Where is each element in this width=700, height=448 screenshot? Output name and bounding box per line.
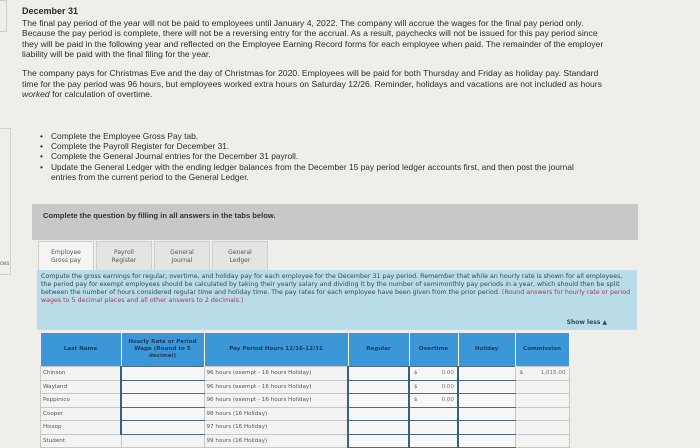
- hours-cell: 96 hours (exempt - 16 hours Holiday): [204, 380, 348, 394]
- last-name-cell: Hissop: [41, 421, 122, 435]
- overtime-input[interactable]: [409, 394, 458, 408]
- commission-value: 1,015.00: [540, 370, 566, 377]
- regular-input[interactable]: [348, 367, 409, 381]
- tab-payroll-register[interactable]: [96, 241, 152, 272]
- commission-cell: [515, 394, 569, 408]
- overtime-value: 0.00: [441, 383, 454, 390]
- gross-pay-table: [40, 333, 570, 448]
- hours-cell: 99 hours (16 Holiday): [204, 434, 348, 448]
- tab-label-line2: Register: [111, 256, 137, 264]
- hours-cell: 96 hours (exempt - 16 hours Holiday): [204, 367, 348, 381]
- task-item: • Complete the Payroll Register for December 31.: [40, 141, 580, 151]
- instruction-bar: [32, 204, 638, 240]
- header-last-name: Last Name: [41, 333, 122, 367]
- commission-cell: [515, 407, 569, 421]
- regular-input[interactable]: [348, 434, 409, 448]
- regular-input[interactable]: [348, 380, 409, 394]
- regular-input[interactable]: [348, 407, 409, 421]
- rail-label[interactable]: ces: [0, 261, 10, 267]
- tab-label-line2: Journal: [171, 256, 193, 264]
- header-rate: Hourly Rate or Period Wage (Round to 5 decimal): [121, 333, 204, 367]
- overtime-input[interactable]: [409, 407, 458, 421]
- header-commission: Commission: [515, 333, 569, 367]
- last-name-cell: Cooper: [41, 407, 122, 421]
- last-name-cell: Peppinico: [41, 394, 122, 408]
- table-row: [41, 434, 570, 448]
- overtime-value: 0.00: [441, 397, 454, 404]
- left-rail: [0, 0, 10, 443]
- table-row: [41, 380, 570, 394]
- intro-paragraph-1: The final pay period of the year will not be paid to employees until January 4, 2022. The company will accrue the wages for the final pay period only. Because the pay period is complete, there will not be a reversing entry for the accrual. As a result, paychecks will not be issued for this pay period since they will be paid in the following year and reflected on the Employee Earning Record forms for each employee when paid. The remainder of the employer liability will be paid with the final filing for the year.: [22, 17, 604, 60]
- overtime-input[interactable]: [409, 367, 458, 381]
- rate-input[interactable]: [121, 394, 204, 408]
- task-list: [40, 131, 580, 182]
- holiday-input[interactable]: [458, 394, 515, 408]
- show-less-link[interactable]: Show less ▲: [566, 318, 607, 326]
- header-regular: Regular: [348, 333, 409, 367]
- regular-input[interactable]: [348, 394, 409, 408]
- rate-input[interactable]: [121, 367, 204, 381]
- commission-cell: [515, 421, 569, 435]
- overtime-input[interactable]: [409, 434, 458, 448]
- rail-panel-top: [0, 0, 7, 32]
- tab-label-line1: General: [228, 249, 252, 256]
- tab-label-line1: General: [170, 249, 194, 256]
- tab-label-line1: Employee: [51, 249, 81, 256]
- hours-cell: 97 hours (16 Holiday): [204, 421, 348, 435]
- problem-intro: [22, 6, 612, 108]
- holiday-input[interactable]: [458, 421, 515, 435]
- rail-panel-middle: [0, 128, 11, 275]
- intro-p2-emphasis: worked: [22, 89, 50, 100]
- regular-input[interactable]: [348, 421, 409, 435]
- commission-cell: [515, 434, 569, 448]
- overtime-input[interactable]: [409, 421, 458, 435]
- rate-input[interactable]: [121, 407, 204, 421]
- tab-label-line2: Gross pay: [51, 256, 81, 264]
- header-overtime: Overtime: [409, 333, 458, 367]
- tab-label-line2: Ledger: [229, 256, 251, 264]
- commission-cell: [515, 380, 569, 394]
- intro-p2-end: for calculation of overtime.: [49, 89, 153, 100]
- hours-cell: 96 hours (exempt - 16 hours Holiday): [204, 394, 348, 408]
- intro-p2-start: The company pays for Christmas Eve and the day of Christmas for 2020. Employees will be paid for both Thursday and Friday as holiday pay. Standard time for the pay period was 96 hours, but employees worked extra hours on Saturday 12/26. Reminder, holidays and vacations are not included as hours: [22, 67, 602, 89]
- instructions-box: [37, 270, 637, 330]
- task-item: • Complete the Employee Gross Pay tab.: [40, 131, 580, 141]
- task-item: • Complete the General Journal entries for the December 31 payroll.: [40, 151, 580, 161]
- tab-bar: [38, 241, 268, 272]
- rate-input[interactable]: [121, 380, 204, 394]
- currency-symbol: $: [414, 370, 418, 377]
- overtime-input[interactable]: [409, 380, 458, 394]
- instruction-text: Complete the question by filling in all answers in the tabs below.: [43, 211, 276, 220]
- last-name-cell: Chinson: [41, 367, 122, 381]
- commission-cell: [515, 367, 569, 381]
- last-name-cell: Wayland: [41, 380, 122, 394]
- holiday-input[interactable]: [458, 434, 515, 448]
- tab-general-ledger[interactable]: [212, 241, 268, 272]
- tab-general-journal[interactable]: [154, 241, 210, 272]
- task-item: • Update the General Ledger with the ending ledger balances from the December 15 pay period ledger accounts first, and then post the journal entries from the current period to the General Ledger.: [40, 162, 580, 182]
- holiday-input[interactable]: [458, 407, 515, 421]
- currency-symbol: $: [519, 370, 524, 377]
- last-name-cell: Student: [41, 434, 122, 448]
- header-holiday: Holiday: [458, 333, 515, 367]
- rate-cell: [121, 434, 204, 448]
- hours-cell: 98 hours (16 Holiday): [204, 407, 348, 421]
- rate-input[interactable]: [121, 421, 204, 435]
- currency-symbol: $: [414, 397, 418, 404]
- holiday-input[interactable]: [458, 367, 515, 381]
- table-header-row: [41, 333, 570, 367]
- holiday-input[interactable]: [458, 380, 515, 394]
- table-row: [41, 407, 570, 421]
- tab-label-line1: Payroll: [114, 249, 134, 256]
- table-row: [41, 367, 570, 381]
- currency-symbol: $: [414, 383, 418, 390]
- instructions-text: Compute the gross earnings for regular, overtime, and holiday pay for each employee for the December 31 pay period. Remember that while an hourly rate is shown for all employees, the period pay for exempt employees should be calculated by taking their yearly salary and dividing it by the number of semimonthly pay periods in a year, which should then be split between the number of hours considered regular time and holiday time. The pay rates for each employee have been given from the prior period.: [41, 273, 623, 297]
- table-row: [41, 421, 570, 435]
- rounding-note: (Round answers for hourly rate or period wages to 5 decimal places and all other answers to 2 decimals.): [41, 289, 631, 305]
- table-row: [41, 394, 570, 408]
- overtime-value: 0.00: [441, 370, 454, 377]
- problem-heading: December 31: [22, 6, 79, 16]
- intro-paragraph-2: [22, 68, 612, 100]
- tab-employee-gross-pay[interactable]: [38, 241, 94, 272]
- header-hours: Pay Period Hours 12/16-12/31: [204, 333, 348, 367]
